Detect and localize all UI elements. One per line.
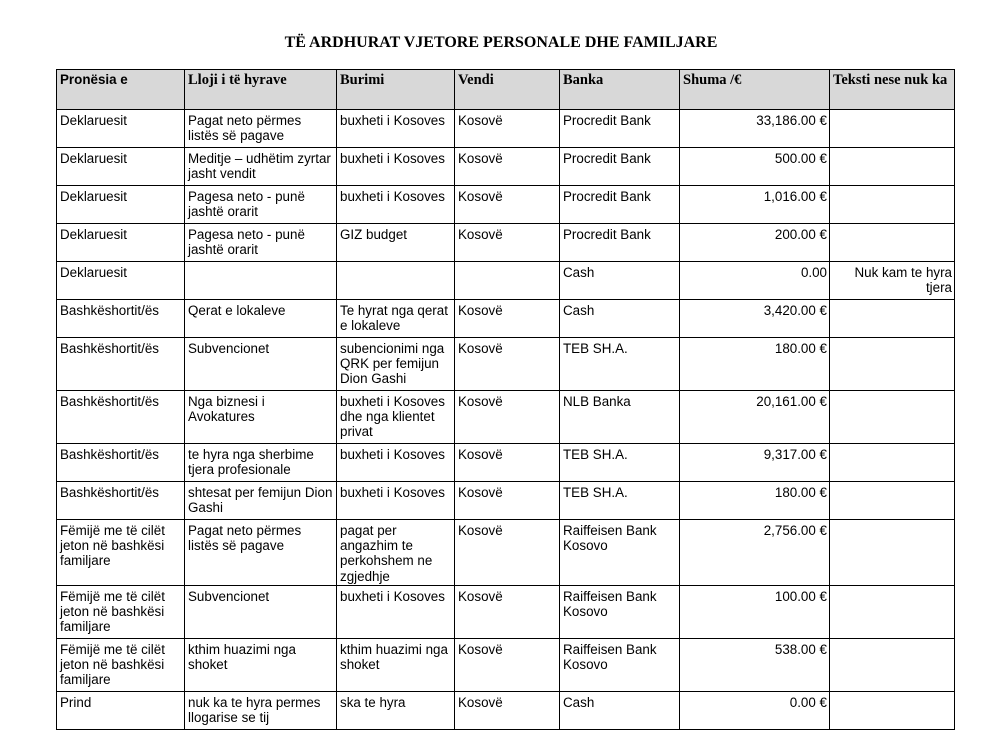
col-header-burimi: Burimi	[337, 70, 455, 110]
col-header-lloji: Lloji i të hyrave	[185, 70, 337, 110]
cell-vendi: Kosovë	[455, 520, 560, 586]
cell-pronesia: Bashkëshortit/ës	[57, 444, 185, 482]
cell-vendi: Kosovë	[455, 691, 560, 729]
cell-shuma: 500.00 €	[680, 148, 830, 186]
col-header-pronesia: Pronësia e	[57, 70, 185, 110]
cell-shuma: 0.00	[680, 262, 830, 300]
cell-teksti	[830, 520, 955, 586]
cell-banka: Raiffeisen Bank Kosovo	[560, 520, 680, 586]
cell-lloji: Pagesa neto - punë jashtë orarit	[185, 224, 337, 262]
col-header-teksti: Teksti nese nuk ka	[830, 70, 955, 110]
cell-teksti	[830, 391, 955, 444]
cell-teksti	[830, 110, 955, 148]
cell-shuma: 180.00 €	[680, 482, 830, 520]
cell-teksti	[830, 338, 955, 391]
cell-pronesia: Bashkëshortit/ës	[57, 338, 185, 391]
cell-banka: Cash	[560, 691, 680, 729]
cell-burimi: buxheti i Kosoves	[337, 482, 455, 520]
cell-pronesia: Deklaruesit	[57, 186, 185, 224]
col-header-banka: Banka	[560, 70, 680, 110]
cell-burimi: buxheti i Kosoves	[337, 186, 455, 224]
cell-burimi: buxheti i Kosoves	[337, 148, 455, 186]
cell-banka: TEB SH.A.	[560, 338, 680, 391]
cell-pronesia: Fëmijë me të cilët jeton në bashkësi familjare	[57, 520, 185, 586]
cell-vendi: Kosovë	[455, 300, 560, 338]
cell-banka: Procredit Bank	[560, 186, 680, 224]
cell-banka: TEB SH.A.	[560, 482, 680, 520]
col-header-shuma: Shuma /€	[680, 70, 830, 110]
cell-burimi: ska te hyra	[337, 691, 455, 729]
cell-banka: TEB SH.A.	[560, 444, 680, 482]
cell-lloji: Subvencionet	[185, 338, 337, 391]
cell-pronesia: Deklaruesit	[57, 110, 185, 148]
cell-burimi: kthim huazimi nga shoket	[337, 638, 455, 691]
cell-lloji: te hyra nga sherbime tjera profesionale	[185, 444, 337, 482]
cell-lloji: Pagat neto përmes listës së pagave	[185, 520, 337, 586]
cell-pronesia: Bashkëshortit/ës	[57, 482, 185, 520]
table-row	[57, 585, 955, 638]
cell-banka: NLB Banka	[560, 391, 680, 444]
cell-teksti	[830, 444, 955, 482]
cell-teksti: Nuk kam te hyra tjera	[830, 262, 955, 300]
table-row	[57, 186, 955, 224]
cell-burimi: GIZ budget	[337, 224, 455, 262]
cell-vendi: Kosovë	[455, 186, 560, 224]
table-row	[57, 444, 955, 482]
cell-teksti	[830, 482, 955, 520]
cell-teksti	[830, 148, 955, 186]
cell-pronesia: Deklaruesit	[57, 148, 185, 186]
cell-banka: Procredit Bank	[560, 224, 680, 262]
cell-pronesia: Bashkëshortit/ës	[57, 391, 185, 444]
cell-teksti	[830, 691, 955, 729]
table-row	[57, 338, 955, 391]
table-row	[57, 638, 955, 691]
cell-teksti	[830, 300, 955, 338]
cell-lloji	[185, 262, 337, 300]
cell-shuma: 3,420.00 €	[680, 300, 830, 338]
cell-lloji: Pagat neto përmes listës së pagave	[185, 110, 337, 148]
cell-burimi: pagat per angazhim te perkohshem ne zgjedhje	[337, 520, 455, 586]
cell-lloji: Qerat e lokaleve	[185, 300, 337, 338]
cell-vendi: Kosovë	[455, 482, 560, 520]
cell-vendi: Kosovë	[455, 638, 560, 691]
cell-banka: Procredit Bank	[560, 110, 680, 148]
cell-banka: Procredit Bank	[560, 148, 680, 186]
table-row	[57, 110, 955, 148]
cell-teksti	[830, 224, 955, 262]
cell-shuma: 33,186.00 €	[680, 110, 830, 148]
cell-lloji: kthim huazimi nga shoket	[185, 638, 337, 691]
header-row	[57, 70, 955, 110]
table-row	[57, 482, 955, 520]
cell-shuma: 0.00 €	[680, 691, 830, 729]
cell-pronesia: Deklaruesit	[57, 262, 185, 300]
cell-burimi: Te hyrat nga qerat e lokaleve	[337, 300, 455, 338]
cell-pronesia: Fëmijë me të cilët jeton në bashkësi familjare	[57, 638, 185, 691]
cell-banka: Raiffeisen Bank Kosovo	[560, 585, 680, 638]
table-row	[57, 262, 955, 300]
table-row	[57, 520, 955, 586]
cell-burimi: buxheti i Kosoves dhe nga klientet privat	[337, 391, 455, 444]
cell-teksti	[830, 585, 955, 638]
cell-pronesia: Bashkëshortit/ës	[57, 300, 185, 338]
cell-teksti	[830, 638, 955, 691]
cell-vendi: Kosovë	[455, 224, 560, 262]
cell-vendi	[455, 262, 560, 300]
cell-teksti	[830, 186, 955, 224]
cell-shuma: 180.00 €	[680, 338, 830, 391]
cell-vendi: Kosovë	[455, 391, 560, 444]
cell-vendi: Kosovë	[455, 444, 560, 482]
cell-burimi: buxheti i Kosoves	[337, 585, 455, 638]
income-table	[56, 69, 955, 730]
cell-shuma: 2,756.00 €	[680, 520, 830, 586]
cell-pronesia: Fëmijë me të cilët jeton në bashkësi familjare	[57, 585, 185, 638]
table-row	[57, 391, 955, 444]
cell-shuma: 538.00 €	[680, 638, 830, 691]
cell-burimi	[337, 262, 455, 300]
cell-burimi: subencionimi nga QRK per femijun Dion Gashi	[337, 338, 455, 391]
cell-lloji: Nga biznesi i Avokatures	[185, 391, 337, 444]
cell-shuma: 20,161.00 €	[680, 391, 830, 444]
cell-lloji: Pagesa neto - punë jashtë orarit	[185, 186, 337, 224]
cell-banka: Cash	[560, 262, 680, 300]
table-row	[57, 300, 955, 338]
cell-banka: Cash	[560, 300, 680, 338]
cell-lloji: Meditje – udhëtim zyrtar jasht vendit	[185, 148, 337, 186]
cell-vendi: Kosovë	[455, 338, 560, 391]
cell-shuma: 200.00 €	[680, 224, 830, 262]
table-row	[57, 148, 955, 186]
cell-vendi: Kosovë	[455, 110, 560, 148]
cell-vendi: Kosovë	[455, 148, 560, 186]
cell-burimi: buxheti i Kosoves	[337, 444, 455, 482]
cell-shuma: 1,016.00 €	[680, 186, 830, 224]
cell-pronesia: Deklaruesit	[57, 224, 185, 262]
table-row	[57, 224, 955, 262]
cell-pronesia: Prind	[57, 691, 185, 729]
cell-vendi: Kosovë	[455, 585, 560, 638]
table-row	[57, 691, 955, 729]
cell-shuma: 9,317.00 €	[680, 444, 830, 482]
cell-burimi: buxheti i Kosoves	[337, 110, 455, 148]
cell-banka: Raiffeisen Bank Kosovo	[560, 638, 680, 691]
cell-lloji: nuk ka te hyra permes llogarise se tij	[185, 691, 337, 729]
col-header-vendi: Vendi	[455, 70, 560, 110]
cell-shuma: 100.00 €	[680, 585, 830, 638]
document-title: TË ARDHURAT VJETORE PERSONALE DHE FAMILJARE	[284, 34, 718, 51]
cell-lloji: Subvencionet	[185, 585, 337, 638]
cell-lloji: shtesat per femijun Dion Gashi	[185, 482, 337, 520]
